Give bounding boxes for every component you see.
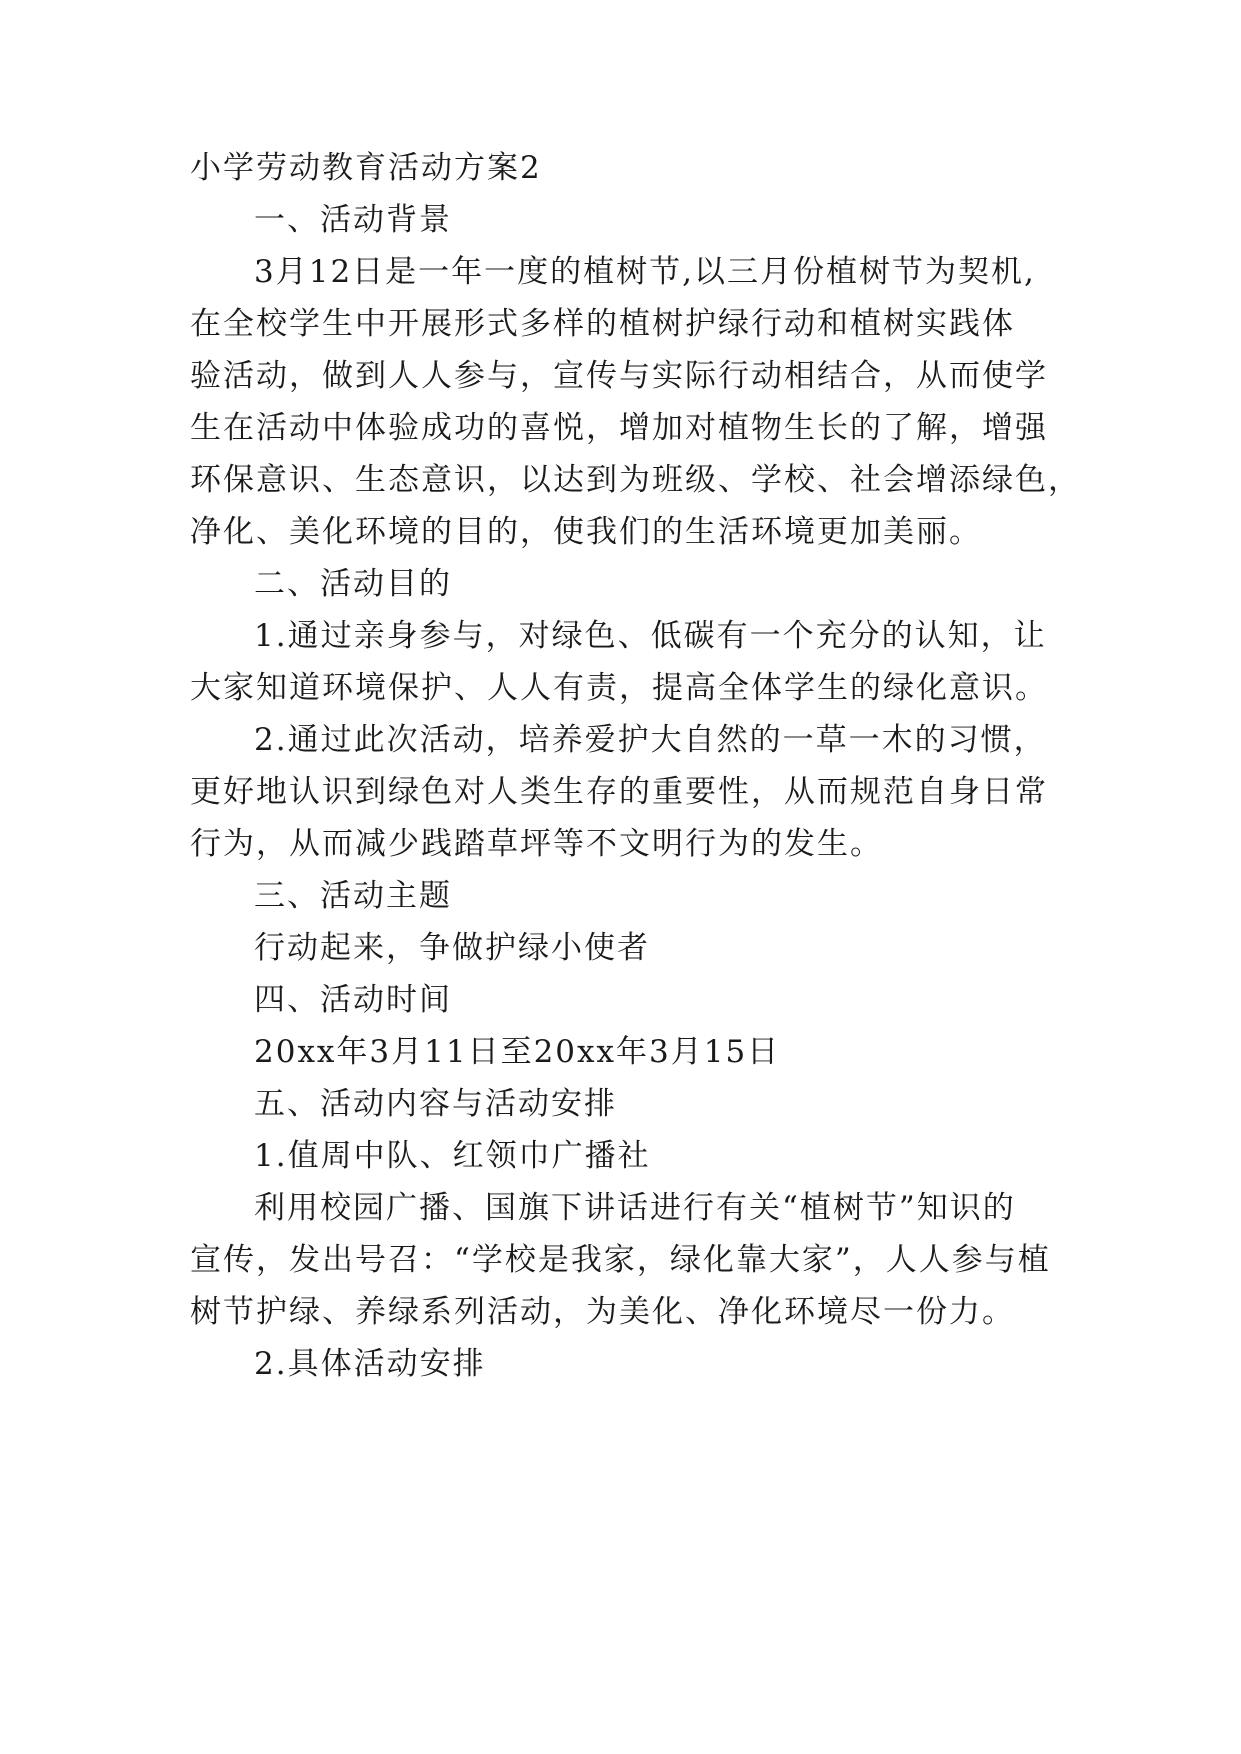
paragraph-line: 3月12日是一年一度的植树节,以三月份植树节为契机, [254, 254, 1036, 290]
section-heading-background: 一、活动背景 [254, 202, 452, 238]
section-heading-time: 四、活动时间 [254, 982, 452, 1018]
paragraph-line: 行为，从而减少践踏草坪等不文明行为的发生。 [190, 826, 883, 862]
paragraph-line: 1.通过亲身参与，对绿色、低碳有一个充分的认知，让 [254, 618, 1047, 654]
paragraph-line: 生在活动中体验成功的喜悦，增加对植物生长的了解，增强 [190, 410, 1048, 446]
time-text: 20xx年3月11日至20xx年3月15日 [254, 1034, 781, 1070]
paragraph-line: 大家知道环境保护、人人有责，提高全体学生的绿化意识。 [190, 670, 1048, 706]
paragraph-line: 验活动，做到人人参与，宣传与实际行动相结合，从而使学 [190, 358, 1048, 394]
paragraph-line: 2.通过此次活动，培养爱护大自然的一草一木的习惯， [254, 722, 1047, 758]
paragraph-line: 更好地认识到绿色对人类生存的重要性，从而规范自身日常 [190, 774, 1048, 810]
paragraph-line: 利用校园广播、国旗下讲话进行有关“植树节”知识的 [254, 1190, 1016, 1226]
document-title: 小学劳动教育活动方案2 [190, 150, 542, 186]
paragraph-line: 环保意识、生态意识，以达到为班级、学校、社会增添绿色， [190, 462, 1081, 498]
subheading-schedule: 2.具体活动安排 [254, 1346, 486, 1382]
paragraph-line: 净化、美化环境的目的，使我们的生活环境更加美丽。 [190, 514, 982, 550]
subheading-broadcast: 1.值周中队、红领巾广播社 [254, 1138, 651, 1174]
section-heading-theme: 三、活动主题 [254, 878, 452, 914]
paragraph-line: 树节护绿、养绿系列活动，为美化、净化环境尽一份力。 [190, 1294, 1015, 1330]
section-heading-content: 五、活动内容与活动安排 [254, 1086, 617, 1122]
section-heading-purpose: 二、活动目的 [254, 566, 452, 602]
theme-text: 行动起来，争做护绿小使者 [254, 930, 650, 966]
paragraph-line: 宣传，发出号召：“学校是我家，绿化靠大家”，人人参与植 [190, 1242, 1051, 1278]
paragraph-line: 在全校学生中开展形式多样的植树护绿行动和植树实践体 [190, 306, 1015, 342]
